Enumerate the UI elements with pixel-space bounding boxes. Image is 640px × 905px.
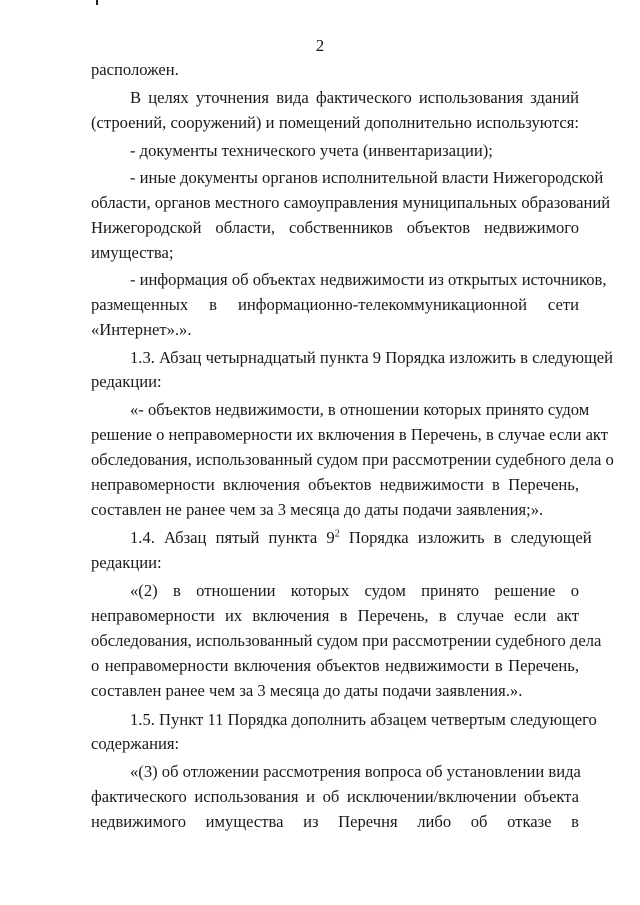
text-line: содержания:: [91, 734, 180, 753]
superscript: 2: [334, 528, 340, 540]
text-line: «- объектов недвижимости, в отношении которых принято судом: [130, 400, 590, 419]
text-line: - иные документы органов исполнительной власти Нижегородской: [130, 168, 604, 187]
text-line: составлен ранее чем за 3 месяца до даты подачи заявления.».: [91, 681, 523, 700]
text-span: Порядка изложить в следующей: [339, 528, 592, 547]
text-line: обследования, использованный судом при рассмотрении судебного дела о: [91, 450, 614, 469]
text-line: решение о неправомерности их включения в Перечень, в случае если акт: [91, 425, 609, 444]
text-line: обследования, использованный судом при рассмотрении судебного дела: [91, 631, 602, 650]
text-line: области, органов местного самоуправления муниципальных образований: [91, 193, 611, 212]
page-number: 2: [315, 36, 325, 55]
text-line: размещенных в информационно-телекоммуникационной сети: [91, 295, 579, 314]
text-line: 1.3. Абзац четырнадцатый пункта 9 Порядка изложить в следующей: [130, 348, 614, 367]
scan-mark: [96, 0, 98, 5]
text-line: о неправомерности включения объектов недвижимости в Перечень,: [91, 656, 579, 675]
text-line: составлен не ранее чем за 3 месяца до даты подачи заявления;».: [91, 500, 544, 519]
text-line: [130, 528, 592, 548]
text-line: «Интернет».».: [91, 320, 192, 339]
text-line: редакции:: [91, 372, 162, 391]
text-line: «(3) об отложении рассмотрения вопроса об установлении вида: [130, 762, 581, 781]
text-line: неправомерности их включения в Перечень, в случае если акт: [91, 606, 579, 625]
text-line: имущества;: [91, 243, 174, 262]
text-line: - документы технического учета (инвентаризации);: [130, 141, 493, 160]
text-line: Нижегородской области, собственников объектов недвижимого: [91, 218, 579, 237]
text-line: В целях уточнения вида фактического использования зданий: [130, 88, 579, 107]
text-line: 1.5. Пункт 11 Порядка дополнить абзацем четвертым следующего: [130, 710, 597, 729]
text-line: (строений, сооружений) и помещений дополнительно используются:: [91, 113, 579, 132]
text-span: 1.4. Абзац пятый пункта 9: [130, 528, 335, 547]
text-line: «(2) в отношении которых судом принято решение о: [130, 581, 579, 600]
text-line: неправомерности включения объектов недвижимости в Перечень,: [91, 475, 579, 494]
text-line: недвижимого имущества из Перечня либо об отказе в: [91, 812, 579, 831]
text-line: фактического использования и об исключении/включении объекта: [91, 787, 579, 806]
text-line: редакции:: [91, 553, 162, 572]
text-line: расположен.: [91, 60, 179, 79]
text-line: - информация об объектах недвижимости из открытых источников,: [130, 270, 607, 289]
